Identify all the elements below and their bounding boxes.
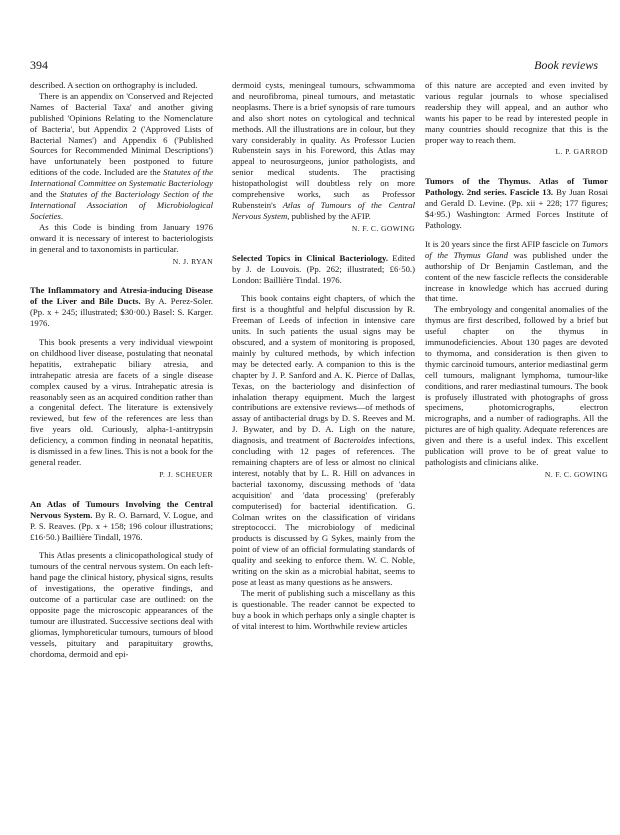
paragraph: As this Code is binding from January 1976 onward it is necessary of interest to bacteriologists in general and to taxonomists in particular. bbox=[30, 221, 213, 254]
text-run: . bbox=[60, 210, 64, 221]
review-heading bbox=[30, 499, 213, 543]
paragraph bbox=[232, 80, 415, 222]
paragraph: The merit of publishing such a miscellany as this is questionable. The reader cannot be expected to buy a book in which perhaps only a single chapter is of vital interest to him. Worthwhile review articles bbox=[232, 587, 415, 631]
italic-text: Tumors of the Thymus Gland bbox=[425, 238, 608, 260]
book-details: Edited by J. de Louvois. (Pp. 262; illustrated; £6·50.) London: Baillière Tindal. 1976. bbox=[232, 252, 415, 285]
column-3 bbox=[425, 80, 608, 481]
book-details: By R. O. Barnard, V. Logue, and P. S. Reaves. (Pp. x + 158; 196 colour illustrations; £16·50.) Baillière Tindall, 1976. bbox=[30, 509, 213, 542]
paragraph bbox=[425, 239, 608, 304]
book-title: Selected Topics in Clinical Bacteriology. bbox=[232, 252, 388, 263]
book-title: An Atlas of Tumours Involving the Central Nervous System. bbox=[30, 498, 213, 520]
page-number: 394 bbox=[30, 58, 48, 72]
text-run: was published under the authorship of Dr Benjamin Castleman, and the content of the new fascicle reflects the considerable increase in knowledge which has accrued during that time. bbox=[425, 249, 609, 304]
text-run: infections, concluding with 12 pages of references. The remaining chapters are of less or almost no clinical interest, notably that by L. R. Hill on advances in bacterial taxonomy, discussing methods of 'data acquisition' and 'data processing' (preferably computerised) for bacterial identification. G. Colman writes on the classification of viridans streptococci. The microbiology of medicinal products is discussed by G Sykes, mainly from the point of view of an official formulating standards of quality and seeking to enforce them. W. C. Noble, writing on the skin as a microbial habitat, seems to pose at least as many questions as he answers. bbox=[232, 435, 415, 587]
running-head: Book reviews bbox=[534, 58, 598, 72]
italic-text: Statutes of the International Committee on Systematic Bacteriology bbox=[30, 167, 213, 189]
paragraph bbox=[232, 293, 415, 587]
reviewer-signature: N. F. C. GOWING bbox=[544, 469, 608, 479]
reviewer-signature: L. P. GARROD bbox=[555, 147, 608, 157]
italic-text: Atlas of Tumours of the Central Nervous System bbox=[232, 199, 415, 221]
review-heading bbox=[30, 285, 213, 329]
text-run: , published by the AFIP. bbox=[287, 210, 371, 221]
reviewer-signature: P. J. SCHEUER bbox=[159, 469, 213, 479]
text-run: and the bbox=[30, 189, 60, 200]
reviewer-signature: N. F. C. GOWING bbox=[351, 223, 415, 233]
paragraph: of this nature are accepted and even invited by various regular journals to whose specialised readership they will appeal, and an author who wants his paper to be read by interested people in many countries should recognize that this is the proper way to reach them. bbox=[425, 80, 608, 145]
paragraph: The embryology and congenital anomalies of the thymus are first described, followed by a brief but useful chapter on the thymus in immunodeficiencies. About 130 pages are devoted to thymoma, and consideration is then given to thymic carcinoid tumours, anterior mediastinal germ cell tumours, malignant lymphoma, tumour-like conditions, and rarer mediastinal tumours. The book is profusely illustrated with photographs of gross specimens, photomicrographs, electron micrographs, and a number of radiographs. All the pictures are of high quality. Adequate references are given and there is a useful index. This excellent publication will prove to be of great value to pathologists and clinicians alike. bbox=[425, 304, 608, 467]
book-title: The Inflammatory and Atresia-inducing Disease of the Liver and Bile Ducts. bbox=[30, 285, 213, 307]
text-run: There is an appendix on 'Conserved and Rejected Names of Bacterial Taxa' and another giving published 'Opinions Relating to the Nomenclature of Bacteria', but Appendix 2 ('Approved Lists of Bacterial Names') and Appendix 6 ('Published Sources for Recommended Minimal Descriptions') have unfortunately been postponed to future editions of the code. Included are the bbox=[30, 90, 213, 178]
paragraph: described. A section on orthography is included. bbox=[30, 80, 198, 90]
review-heading bbox=[425, 176, 608, 231]
paragraph bbox=[30, 91, 213, 222]
book-title: Tumors of the Thymus. Atlas of Tumor Pathology. 2nd series. Fascicle 13. bbox=[425, 176, 608, 198]
review-heading bbox=[232, 253, 415, 286]
text-run: dermoid cysts, meningeal tumours, schwammoma and neurofibroma, pineal tumours, and metastatic neoplasms. There is a brief synopsis of rare tumours and also short notes on cytological and technical methods. All the illustrations are in colour, but they vary considerably in quality. As Professor Lucien Rubenstein says in his Foreword, this Atlas may appeal to neurosurgeons, junior pathologists, and senior medical students. The practising histopathologist will doubtless rely on more comprehensive works, such as Professor Rubenstein's bbox=[232, 80, 415, 210]
text-run: This book contains eight chapters, of which the first is a thoughtful and helpful discussion by R. Freeman of Leeds of infection in intensive care units. In such patients the usual signs may be obscured, and a system of monitoring is proposed, mainly by cultured methods, by which infection may be detected early. A companion to this is the chapter by J. P. Sanford and A. K. Pierce of Dallas, Texas, on the bacteriology and disinfection of inhalation therapy equipment. Much the largest contributions are extensive reviews—of methods of assay of antibacterial drugs by D. S. Reeves and M. J. Bywater, and by D. A. Ligh on the nature, diagnosis, and treatment of bbox=[232, 293, 415, 446]
text-run: It is 20 years since the first AFIP fascicle on bbox=[425, 238, 582, 249]
paragraph: This Atlas presents a clinicopathological study of tumours of the central nervous system. On each left-hand page the clinical history, physical signs, results of investigations, the operative findings, and outcome of a particular case are outlined: on the opposite page the microscopic appearances of the tumour are illustrated. Successive sections deal with gliomas, lymphoreticular tumours, tumours of blood vessels, pituitary and parapituitary growths, chordoma, dermoid and epi- bbox=[30, 550, 213, 659]
italic-text: Statutes of the Bacteriology Section of the International Association of Microbiological Societies bbox=[30, 189, 213, 221]
column-1 bbox=[30, 80, 213, 660]
reviewer-signature: N. J. RYAN bbox=[172, 256, 213, 266]
italic-text: Bacteroides bbox=[333, 435, 375, 446]
paragraph: This book presents a very individual viewpoint on childhood liver disease, postulating that neonatal hepatitis, extrahepatic biliary atresia, and intrahepatic atresia are facets of a single disease complex caused by a virus. Intrahepatic atresia is reasonably seen as an acquired condition rather than a congenital defect. The literature is extensively reviewed, but few of the references are less than five years old. Curiously, alpha-1-antitrypsin deficiency, a common finding in neonatal hepatitis, is dismissed in a few lines. This is not a book for the general reader. bbox=[30, 337, 213, 467]
column-2 bbox=[232, 80, 415, 632]
book-details: By Juan Rosai and Gerald D. Levine. (Pp. xii + 228; 177 figures; $4·95.) Washington: Armed Forces Institute of Pathology. bbox=[425, 187, 608, 230]
book-details: By A. Perez-Soler. (Pp. x + 245; illustrated; $30·00.) Basel: S. Karger. 1976. bbox=[30, 296, 213, 329]
